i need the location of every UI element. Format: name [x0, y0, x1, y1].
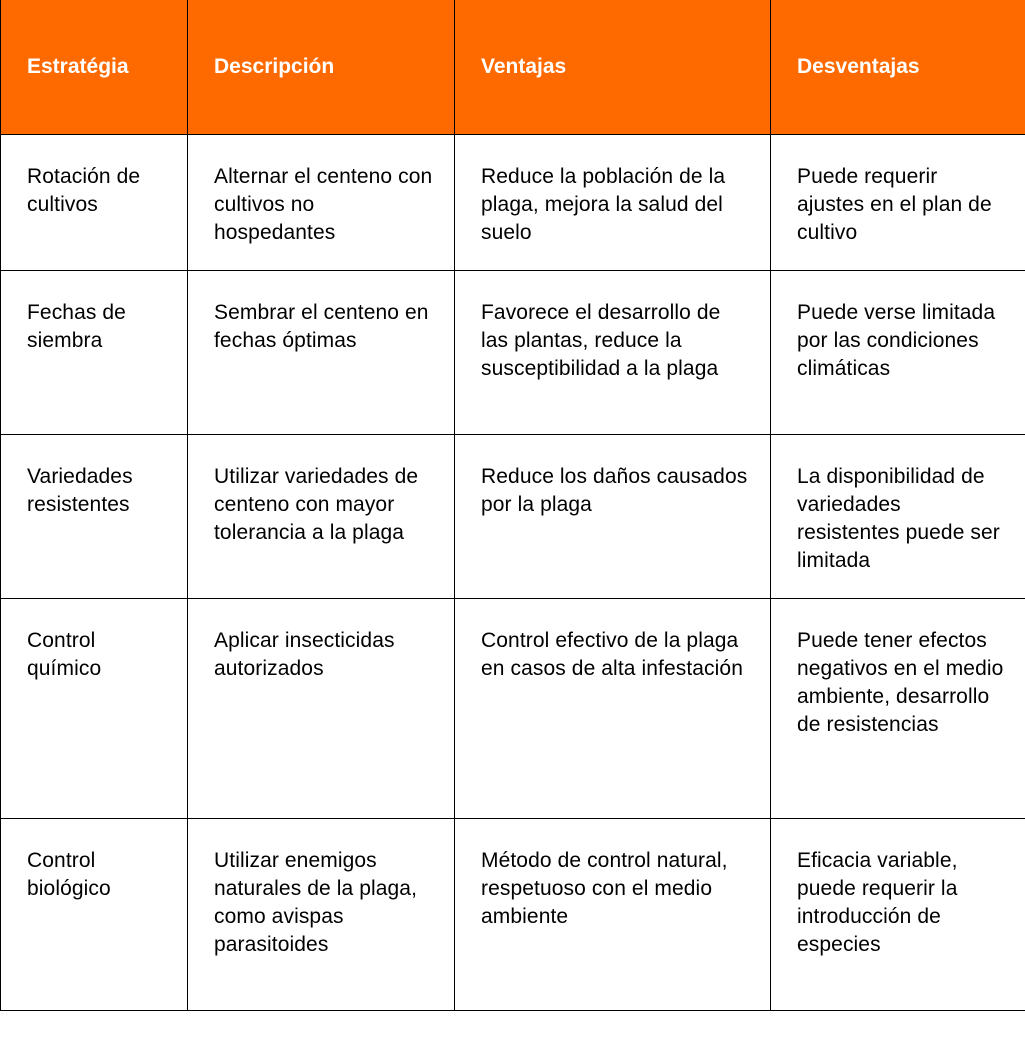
- cell-strategy: Rotación de cultivos: [1, 134, 188, 270]
- cell-advantages: Control efectivo de la plaga en casos de alta infestación: [455, 598, 771, 818]
- header-disadvantages: Desventajas: [771, 0, 1025, 134]
- table-header-row: [1, 0, 1025, 134]
- cell-description: Utilizar enemigos naturales de la plaga, como avispas parasitoides: [188, 818, 455, 1010]
- cell-description: Sembrar el centeno en fechas óptimas: [188, 270, 455, 434]
- header-advantages: Ventajas: [455, 0, 771, 134]
- cell-strategy: Variedades resistentes: [1, 434, 188, 598]
- table-row: [1, 270, 1025, 434]
- table-row: [1, 818, 1025, 1010]
- cell-description: Alternar el centeno con cultivos no hospedantes: [188, 134, 455, 270]
- header-description: Descripción: [188, 0, 455, 134]
- table-row: [1, 598, 1025, 818]
- cell-disadvantages: Puede verse limitada por las condiciones climáticas: [771, 270, 1025, 434]
- cell-description: Aplicar insecticidas autorizados: [188, 598, 455, 818]
- cell-advantages: Método de control natural, respetuoso con el medio ambiente: [455, 818, 771, 1010]
- cell-disadvantages: Puede tener efectos negativos en el medio ambiente, desarrollo de resistencias: [771, 598, 1025, 818]
- cell-disadvantages: La disponibilidad de variedades resistentes puede ser limitada: [771, 434, 1025, 598]
- cell-advantages: Favorece el desarrollo de las plantas, reduce la susceptibilidad a la plaga: [455, 270, 771, 434]
- cell-disadvantages: Puede requerir ajustes en el plan de cultivo: [771, 134, 1025, 270]
- cell-strategy: Control químico: [1, 598, 188, 818]
- cell-disadvantages: Eficacia variable, puede requerir la introducción de especies: [771, 818, 1025, 1010]
- cell-advantages: Reduce la población de la plaga, mejora la salud del suelo: [455, 134, 771, 270]
- cell-strategy: Control biológico: [1, 818, 188, 1010]
- cell-advantages: Reduce los daños causados por la plaga: [455, 434, 771, 598]
- table-row: [1, 134, 1025, 270]
- table-row: [1, 434, 1025, 598]
- cell-description: Utilizar variedades de centeno con mayor tolerancia a la plaga: [188, 434, 455, 598]
- header-strategy: Estratégia: [1, 0, 188, 134]
- cell-strategy: Fechas de siembra: [1, 270, 188, 434]
